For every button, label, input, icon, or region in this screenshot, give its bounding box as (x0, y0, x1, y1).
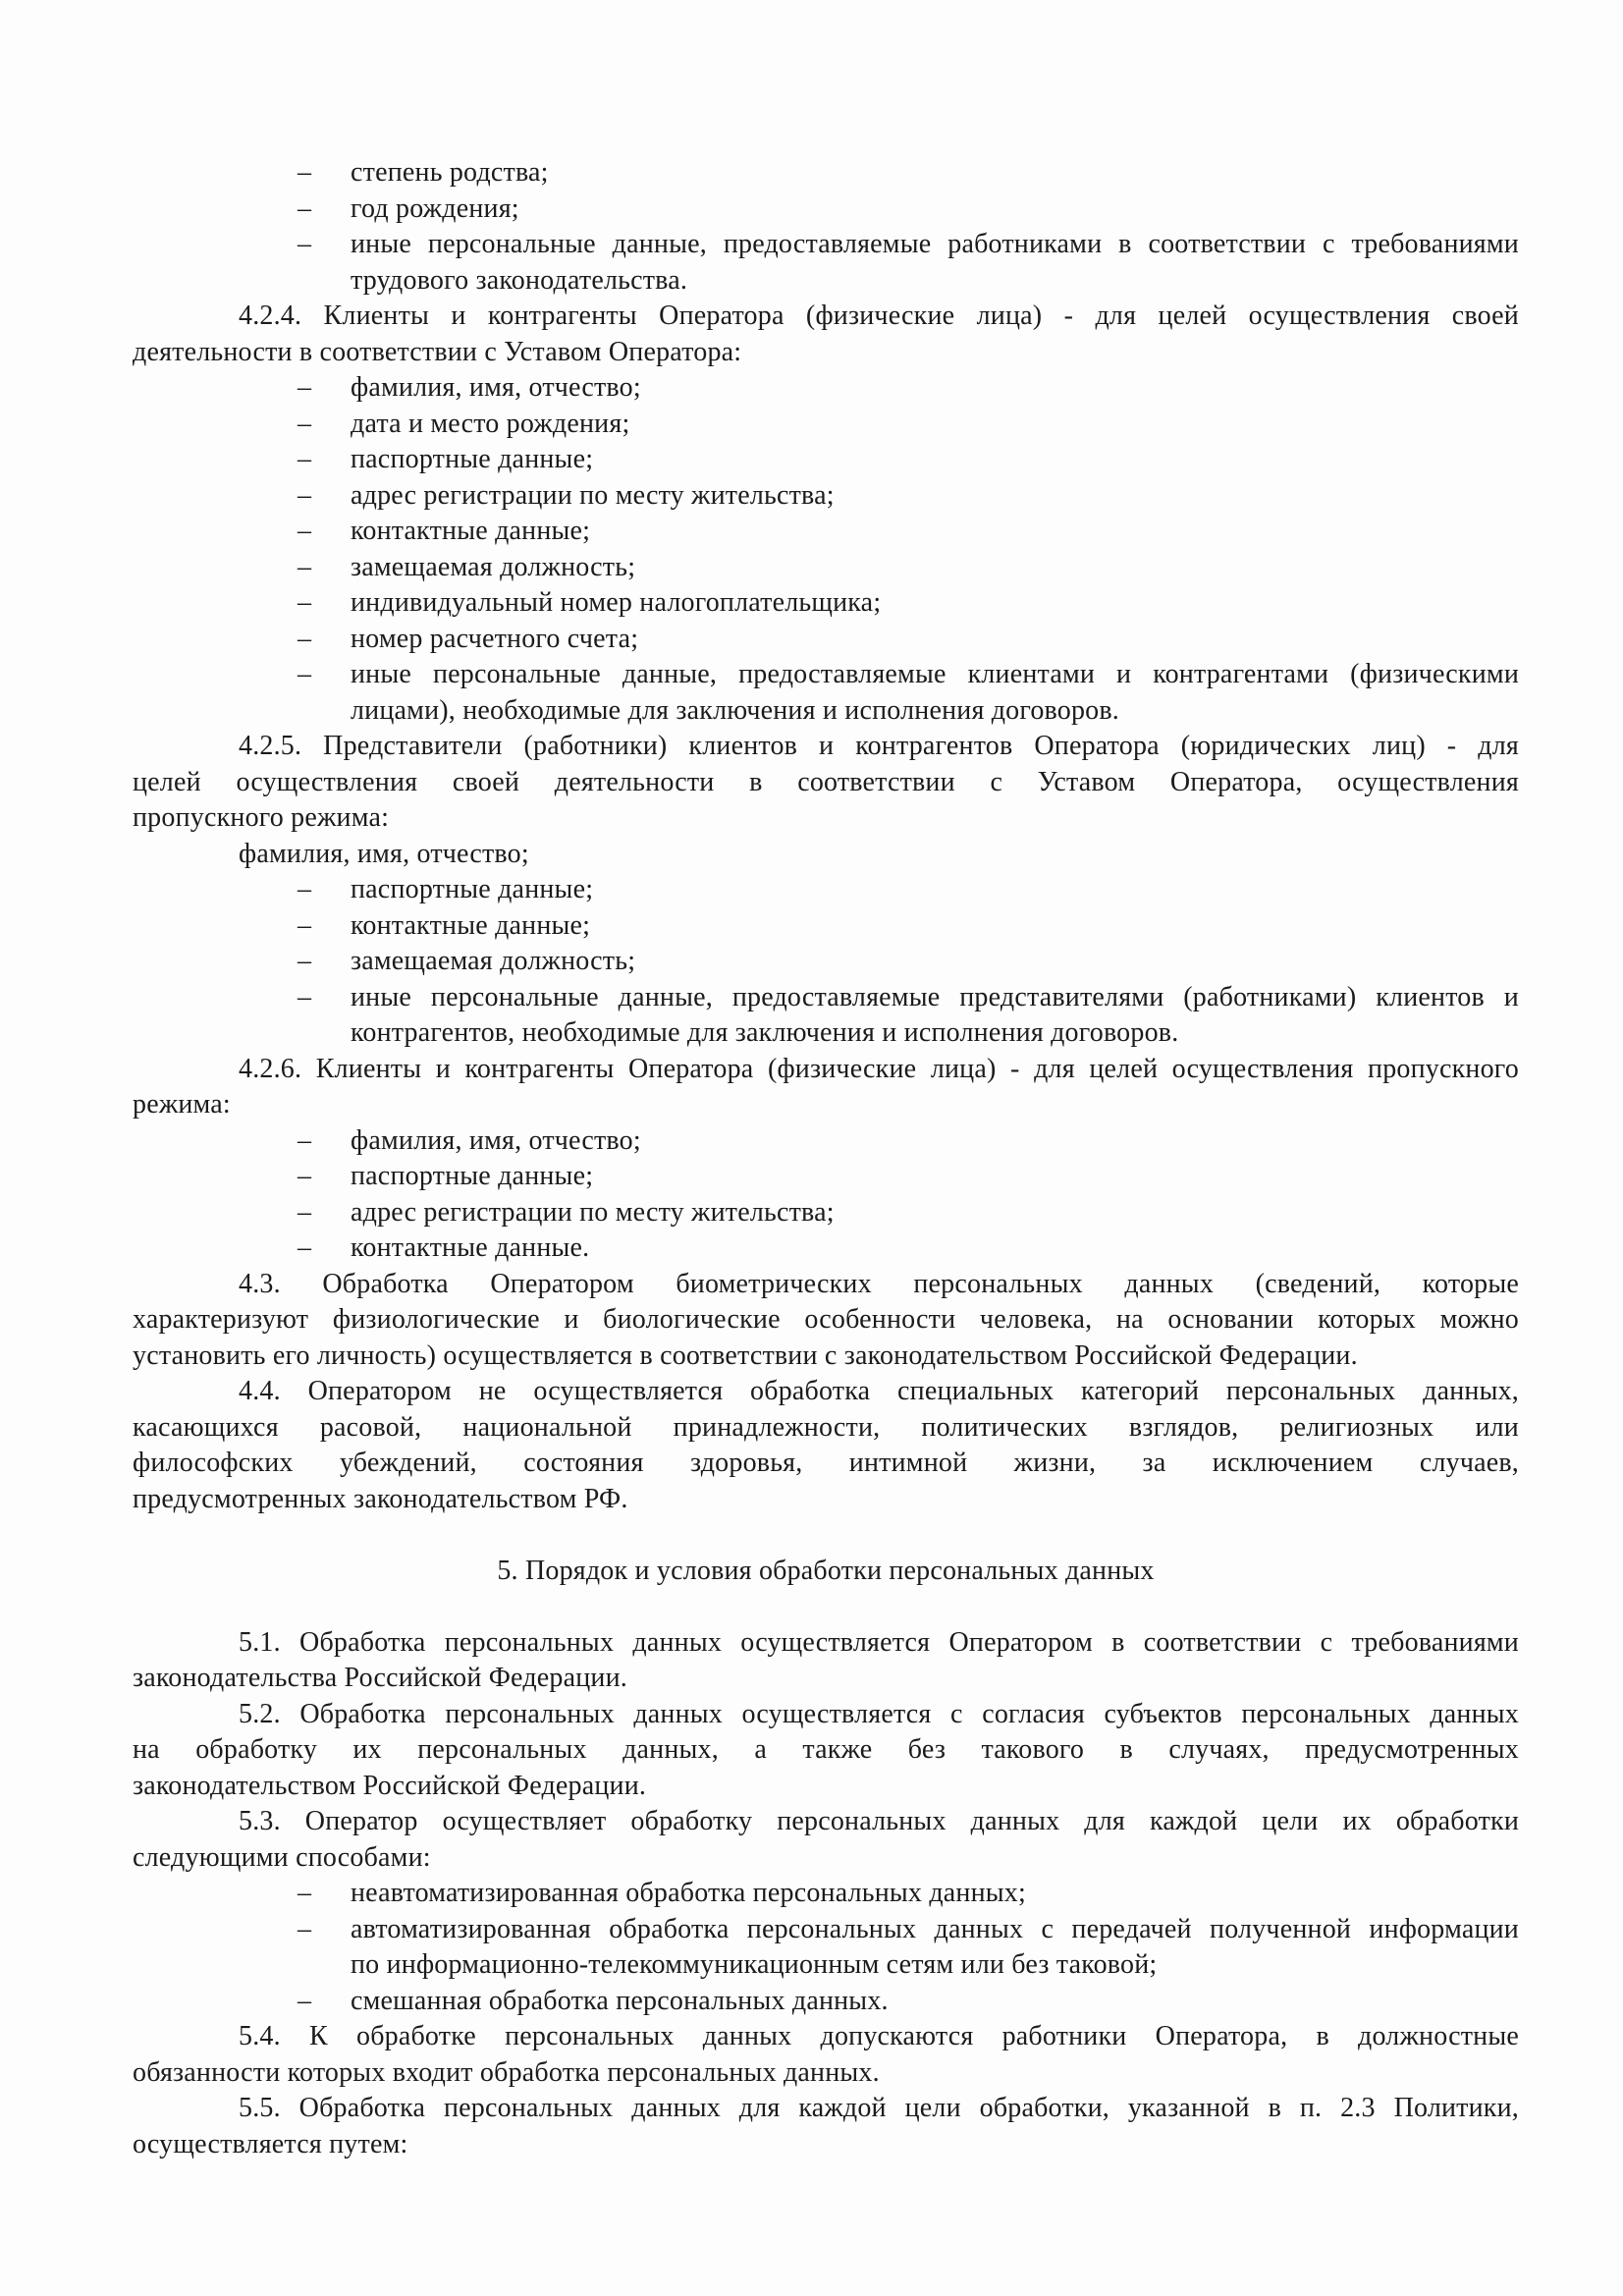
text-line: паспортные данные; (351, 874, 594, 904)
list-dash-marker: – (298, 874, 312, 904)
list-item (133, 442, 1519, 478)
paragraph (133, 729, 1519, 837)
list-dash-marker: – (298, 408, 312, 439)
paragraph (133, 2019, 1519, 2091)
text-line: автоматизированная обработка персональных данных с передачей полученной информации (351, 1913, 1519, 1944)
text-line: индивидуальный номер налогоплательщика; (351, 587, 882, 618)
text-line: иные персональные данные, предоставляемые представителями (работниками) клиентов и (351, 981, 1519, 1012)
list-item (133, 514, 1519, 550)
text-line: предусмотренных законодательством РФ. (133, 1483, 628, 1514)
text-line: степень родства; (351, 157, 549, 188)
text-line: 4.2.6. Клиенты и контрагенты Оператора (физические лица) - для целей осуществления пропускного (239, 1053, 1519, 1084)
text-line: 5.1. Обработка персональных данных осуществляется Оператором в соответствии с требованиями (239, 1626, 1519, 1658)
text-line: 4.3. Обработка Оператором биометрических персональных данных (сведений, которые (239, 1268, 1519, 1299)
text-line: контактные данные; (351, 516, 591, 546)
list-dash-marker: – (298, 1196, 312, 1228)
list-dash-marker: – (298, 516, 312, 546)
text-line: 5. Порядок и условия обработки персональных данных (497, 1555, 1155, 1586)
text-line: адрес регистрации по месту жительства; (351, 479, 835, 511)
text-line: 5.4. К обработке персональных данных допускаются работники Оператора, в должностные (239, 2021, 1519, 2051)
text-line: целей осуществления своей деятельности в соответствии с Уставом Оператора, осуществления (133, 766, 1519, 797)
list-item (133, 1123, 1519, 1160)
list-item (133, 1195, 1519, 1231)
list-item (133, 1159, 1519, 1195)
text-line: год рождения; (351, 192, 519, 224)
list-item (133, 478, 1519, 515)
list-dash-marker: – (298, 909, 312, 941)
list-item (133, 550, 1519, 586)
list-item (133, 980, 1519, 1052)
list-dash-marker: – (298, 1232, 312, 1263)
list-item (133, 657, 1519, 729)
list-item (133, 155, 1519, 191)
text-line: следующими способами: (133, 1841, 431, 1873)
list-dash-marker: – (298, 157, 312, 188)
list-item (133, 908, 1519, 945)
text-line: законодательства Российской Федерации. (133, 1663, 627, 1693)
text-line: осуществляется путем: (133, 2128, 408, 2159)
list-dash-marker: – (298, 946, 312, 976)
text-line: касающихся расовой, национальной принадлежности, политических взглядов, религиозных или (133, 1411, 1519, 1443)
list-dash-marker: – (298, 1161, 312, 1191)
paragraph (133, 1697, 1519, 1805)
text-line: контрагентов, необходимые для заключения и исполнения договоров. (351, 1017, 1179, 1048)
paragraph (133, 1267, 1519, 1375)
text-line: лицами), необходимые для заключения и исполнения договоров. (351, 694, 1120, 726)
text-line: контактные данные; (351, 909, 591, 941)
section-heading (133, 1554, 1519, 1590)
text-line: фамилия, имя, отчество; (239, 838, 529, 869)
text-line: 4.2.5. Представители (работники) клиентов и контрагентов Оператора (юридических лиц) - для (239, 731, 1519, 761)
text-line: по информационно-телекоммуникационным сетям или без таковой; (351, 1949, 1158, 1980)
paragraph (133, 2091, 1519, 2162)
paragraph (133, 299, 1519, 370)
text-line: 5.5. Обработка персональных данных для каждой цели обработки, указанной в п. 2.3 Политики, (239, 2093, 1519, 2123)
list-item (133, 1984, 1519, 2020)
text-line: паспортные данные; (351, 444, 594, 474)
list-dash-marker: – (298, 229, 312, 259)
list-item (133, 227, 1519, 299)
text-line: иные персональные данные, предоставляемые клиентами и контрагентами (физическими (351, 659, 1519, 689)
text-line: замещаемая должность; (351, 946, 636, 976)
list-dash-marker: – (298, 1124, 312, 1156)
text-line: паспортные данные; (351, 1161, 594, 1191)
list-dash-marker: – (298, 1878, 312, 1908)
paragraph (133, 1052, 1519, 1123)
paragraph (133, 1804, 1519, 1876)
text-line: характеризуют физиологические и биологические особенности человека, на основании которых можно (133, 1304, 1519, 1335)
text-line: философских убеждений, состояния здоровья, интимной жизни, за исключением случаев, (133, 1448, 1519, 1478)
text-line: 5.2. Обработка персональных данных осуществляется с согласия субъектов персональных данных (239, 1698, 1519, 1729)
text-line: 4.2.4. Клиенты и контрагенты Оператора (физические лица) - для целей осуществления своей (239, 301, 1519, 331)
list-dash-marker: – (298, 623, 312, 654)
list-dash-marker: – (298, 1985, 312, 2016)
list-item (133, 407, 1519, 443)
text-line: режима: (133, 1089, 231, 1120)
text-line: 4.4. Оператором не осуществляется обработка специальных категорий персональных данных, (239, 1376, 1519, 1406)
text-line: на обработку их персональных данных, а также без такового в случаях, предусмотренных (133, 1734, 1519, 1765)
text-line: дата и место рождения; (351, 408, 630, 439)
list-item (133, 872, 1519, 908)
list-dash-marker: – (298, 192, 312, 224)
text-line: контактные данные. (351, 1232, 590, 1263)
paragraph (133, 837, 1519, 873)
list-item (133, 1876, 1519, 1912)
text-line: адрес регистрации по месту жительства; (351, 1196, 835, 1228)
list-item (133, 622, 1519, 658)
text-line: 5.3. Оператор осуществляет обработку персональных данных для каждой цели их обработки (239, 1806, 1519, 1836)
list-dash-marker: – (298, 659, 312, 689)
text-line: смешанная обработка персональных данных. (351, 1985, 889, 2016)
text-line: замещаемая должность; (351, 551, 636, 582)
list-dash-marker: – (298, 444, 312, 474)
text-line: номер расчетного счета; (351, 623, 639, 654)
text-line: установить его личность) осуществляется в соответствии с законодательством Российской Федерации. (133, 1339, 1358, 1371)
list-dash-marker: – (298, 981, 312, 1012)
list-item (133, 1230, 1519, 1267)
list-item (133, 191, 1519, 228)
text-line: деятельности в соответствии с Уставом Оператора: (133, 336, 742, 367)
list-item (133, 944, 1519, 980)
list-item (133, 370, 1519, 407)
paragraph (133, 1625, 1519, 1697)
text-line: пропускного режима: (133, 802, 390, 833)
list-dash-marker: – (298, 587, 312, 618)
text-line: фамилия, имя, отчество; (351, 1124, 641, 1156)
list-item (133, 1912, 1519, 1984)
text-line: трудового законодательства. (351, 264, 688, 296)
paragraph (133, 1374, 1519, 1517)
text-line: иные персональные данные, предоставляемые работниками в соответствии с требованиями (351, 229, 1519, 259)
list-dash-marker: – (298, 551, 312, 582)
text-line: законодательством Российской Федерации. (133, 1770, 647, 1801)
text-line: обязанности которых входит обработка персональных данных. (133, 2056, 880, 2088)
list-dash-marker: – (298, 372, 312, 403)
text-line: фамилия, имя, отчество; (351, 372, 641, 403)
list-dash-marker: – (298, 479, 312, 511)
list-dash-marker: – (298, 1913, 312, 1944)
list-item (133, 585, 1519, 622)
text-line: неавтоматизированная обработка персональных данных; (351, 1878, 1026, 1908)
